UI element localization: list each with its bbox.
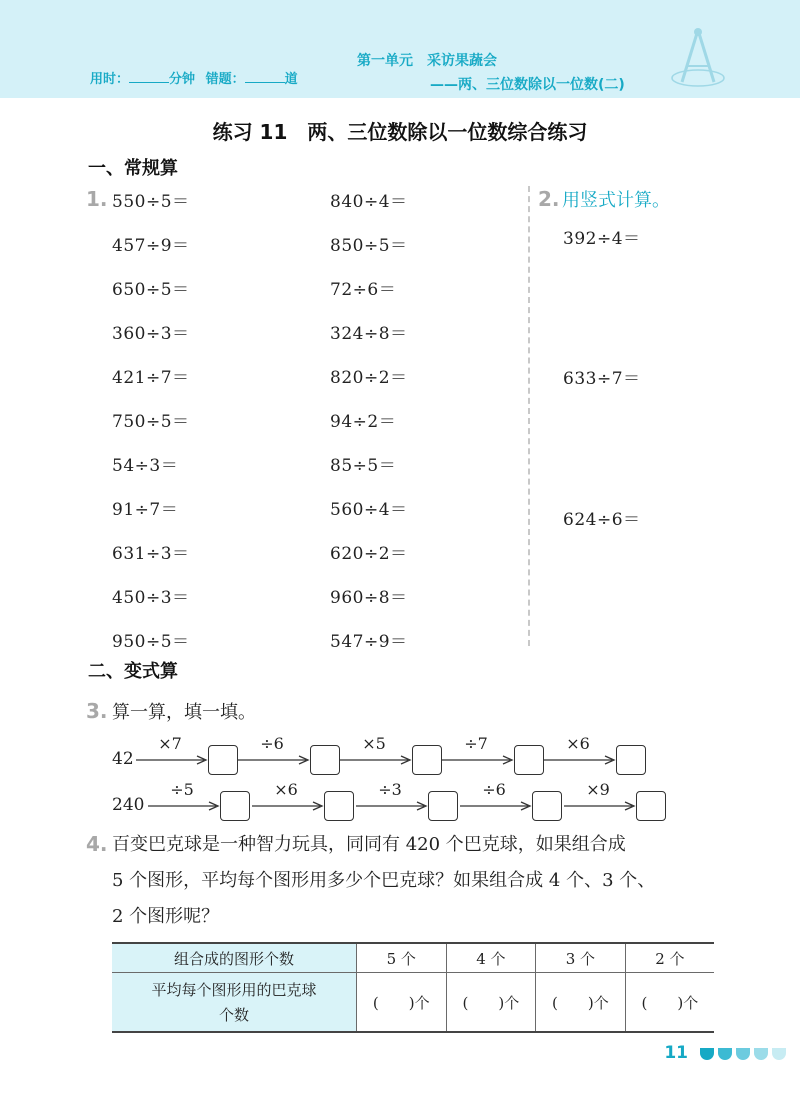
operation-label: ÷5 <box>170 780 194 799</box>
decorative-dot-icon <box>772 1048 786 1060</box>
answer-box[interactable] <box>220 791 250 821</box>
time-field <box>90 68 298 87</box>
table-cell: 4 个 <box>446 943 536 973</box>
operation-label: ÷6 <box>482 780 506 799</box>
q1-problem: 324÷8＝ <box>330 324 408 344</box>
answer-box[interactable] <box>208 745 238 775</box>
operation-label: ×9 <box>586 780 610 799</box>
answer-box[interactable] <box>616 745 646 775</box>
table-cell: 5 个 <box>357 943 447 973</box>
chain-2-start: 240 <box>112 795 145 815</box>
q1-problem: 54÷3＝ <box>112 456 179 476</box>
q1-problem: 620÷2＝ <box>330 544 408 564</box>
page-title: 练习 11 两、三位数除以一位数综合练习 <box>212 120 588 144</box>
operation-label: ×5 <box>362 734 386 753</box>
errors-label: 错题： <box>205 72 245 87</box>
table-cell: 3 个 <box>536 943 626 973</box>
errors-blank[interactable] <box>245 70 285 83</box>
table-row-shape-count <box>112 943 714 973</box>
row-2-header <box>112 973 357 1033</box>
decorative-dot-icon <box>754 1048 768 1060</box>
answer-cell[interactable]: ( )个 <box>357 973 447 1033</box>
q1-problem: 450÷3＝ <box>112 588 190 608</box>
decorative-dot-icon <box>700 1048 714 1060</box>
answer-box[interactable] <box>532 791 562 821</box>
operation-label: ÷6 <box>260 734 284 753</box>
q1-problem: 850÷5＝ <box>330 236 408 256</box>
q4-text-line-3: 2 个图形呢？ <box>112 906 220 927</box>
question-1-number: 1. <box>86 187 108 211</box>
answer-cell[interactable]: ( )个 <box>625 973 714 1033</box>
q1-problem: 560÷4＝ <box>330 500 408 520</box>
q1-problem: 550÷5＝ <box>112 192 190 212</box>
q1-problem: 547÷9＝ <box>330 632 408 652</box>
arrow-icon <box>136 755 208 765</box>
answer-box[interactable] <box>324 791 354 821</box>
arrow-icon <box>252 801 324 811</box>
row-2-header-line-1: 平均每个图形用的巴克球 <box>151 981 317 999</box>
q4-text-line-1: 百变巴克球是一种智力玩具，同同有 420 个巴克球，如果组合成 <box>112 834 626 855</box>
arrow-icon <box>564 801 636 811</box>
answer-box[interactable] <box>514 745 544 775</box>
q4-answer-table <box>112 942 714 1033</box>
arrow-icon <box>238 755 310 765</box>
question-2-number: 2. <box>538 187 560 211</box>
table-cell: 2 个 <box>625 943 714 973</box>
arrow-icon <box>356 801 428 811</box>
column-divider <box>528 186 530 646</box>
arrow-icon <box>544 755 616 765</box>
page-number: 11 <box>664 1043 688 1063</box>
operation-label: ÷3 <box>378 780 402 799</box>
operation-label: ×6 <box>566 734 590 753</box>
question-3-number: 3. <box>86 699 108 723</box>
section-1-heading: 一、常规算 <box>88 158 178 179</box>
operation-label: ×6 <box>274 780 298 799</box>
q1-problem: 650÷5＝ <box>112 280 190 300</box>
q1-problem: 457÷9＝ <box>112 236 190 256</box>
q1-problem: 360÷3＝ <box>112 324 190 344</box>
errors-unit: 道 <box>284 72 298 87</box>
answer-cell[interactable]: ( )个 <box>446 973 536 1033</box>
unit-subtitle: ——两、三位数除以一位数(二) <box>430 77 625 93</box>
q1-problem: 631÷3＝ <box>112 544 190 564</box>
time-label: 用时： <box>90 72 130 87</box>
question-2-instruction: 用竖式计算。 <box>562 190 670 211</box>
answer-box[interactable] <box>636 791 666 821</box>
answer-box[interactable] <box>428 791 458 821</box>
row-1-header: 组合成的图形个数 <box>112 943 357 973</box>
operation-label: ×7 <box>158 734 182 753</box>
q1-problem: 72÷6＝ <box>330 280 397 300</box>
compass-icon <box>668 26 728 92</box>
chain-1-start: 42 <box>112 749 134 769</box>
decorative-dot-icon <box>736 1048 750 1060</box>
arrow-icon <box>148 801 220 811</box>
q2-problem-1: 392÷4＝ <box>563 229 641 249</box>
q2-problem-3: 624÷6＝ <box>563 510 641 530</box>
q1-problem: 950÷5＝ <box>112 632 190 652</box>
question-4-number: 4. <box>86 832 108 856</box>
q1-problem: 421÷7＝ <box>112 368 190 388</box>
answer-cell[interactable]: ( )个 <box>536 973 626 1033</box>
q4-text-line-2: 5 个图形，平均每个图形用多少个巴克球？如果组合成 4 个、3 个、 <box>112 870 656 891</box>
section-2-heading: 二、变式算 <box>88 661 178 682</box>
q1-problem: 85÷5＝ <box>330 456 397 476</box>
q2-problem-2: 633÷7＝ <box>563 369 641 389</box>
q1-problem: 91÷7＝ <box>112 500 179 520</box>
arrow-icon <box>460 801 532 811</box>
answer-box[interactable] <box>310 745 340 775</box>
question-3-instruction: 算一算，填一填。 <box>112 702 256 723</box>
operation-label: ÷7 <box>464 734 488 753</box>
q1-problem: 820÷2＝ <box>330 368 408 388</box>
time-unit: 分钟 <box>169 72 196 87</box>
q1-problem: 840÷4＝ <box>330 192 408 212</box>
arrow-icon <box>340 755 412 765</box>
time-blank[interactable] <box>129 70 169 83</box>
answer-box[interactable] <box>412 745 442 775</box>
row-2-header-line-2: 个数 <box>218 1006 249 1024</box>
decorative-dot-icon <box>718 1048 732 1060</box>
table-row-average <box>112 973 714 1033</box>
q1-problem: 750÷5＝ <box>112 412 190 432</box>
arrow-icon <box>442 755 514 765</box>
q1-problem: 960÷8＝ <box>330 588 408 608</box>
unit-title: 第一单元 采访果蔬会 <box>357 53 497 69</box>
q1-problem: 94÷2＝ <box>330 412 397 432</box>
